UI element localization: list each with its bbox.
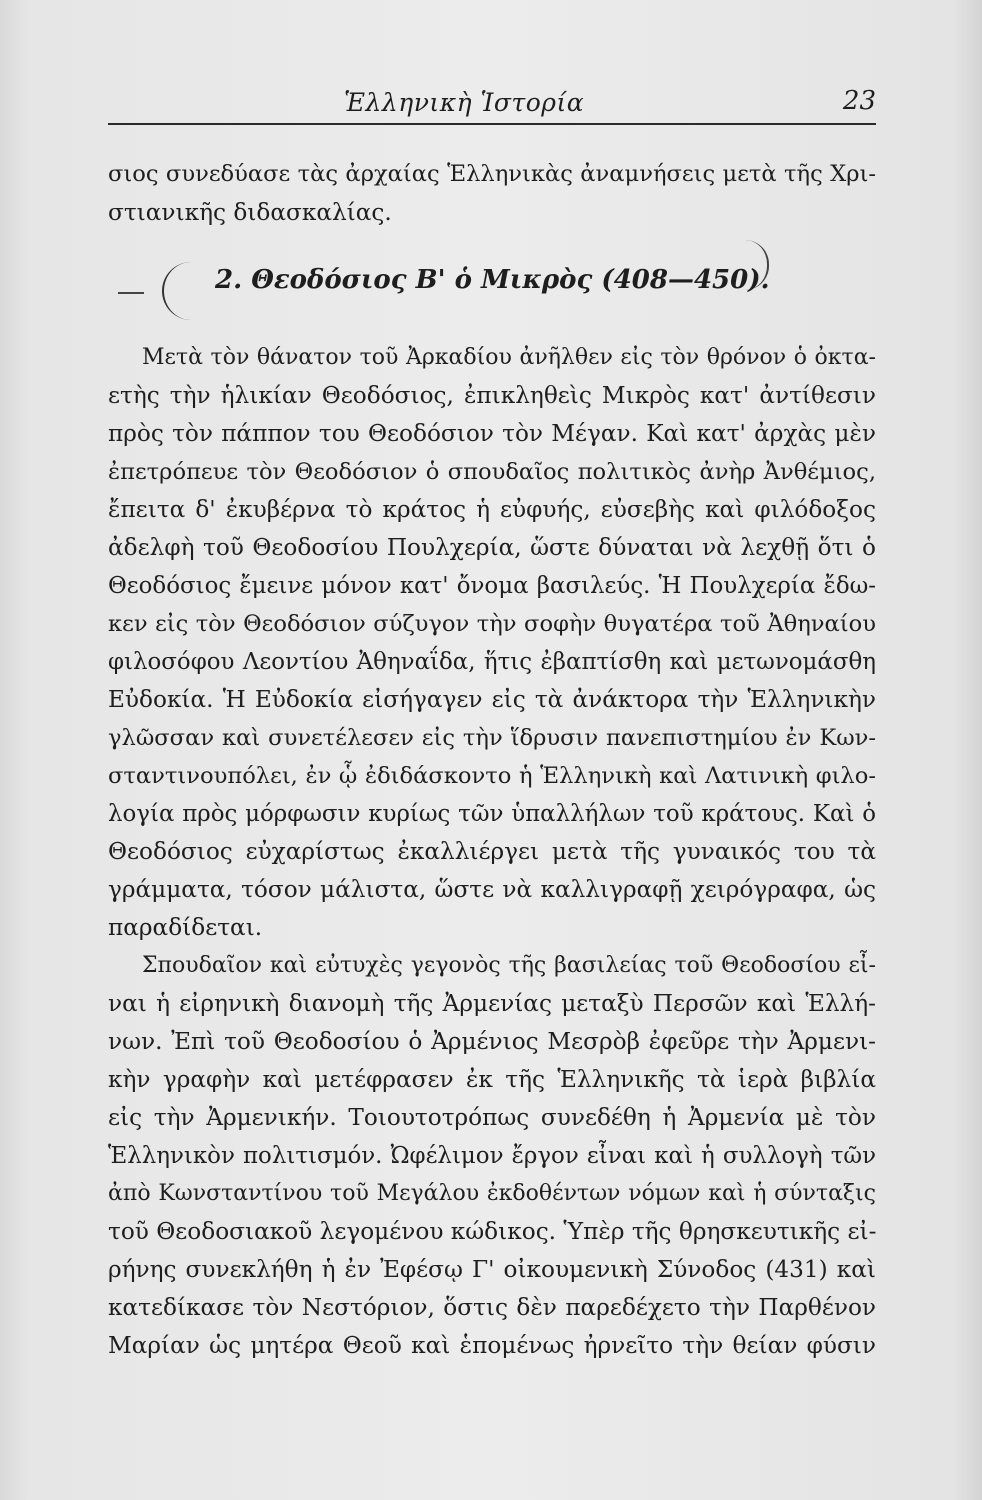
text-line: τοῦ Θεοδοσιακοῦ λεγομένου κώδικος. Ὑπὲρ τῆς θρησκευτικῆς εἰ- bbox=[108, 1218, 877, 1245]
text-line: Μετὰ τὸν θάνατον τοῦ Ἀρκαδίου ἀνῆλθεν εἰς τὸν θρόνον ὁ ὀκτα- bbox=[142, 345, 876, 370]
text-line: Σπουδαῖον καὶ εὐτυχὲς γεγονὸς τῆς βασιλείας τοῦ Θεοδοσίου εἶ- bbox=[142, 953, 876, 978]
text-line: Ἑλληνικὸν πολιτισμόν. Ὠφέλιμον ἔργον εἶναι καὶ ἡ συλλογὴ τῶν bbox=[108, 1143, 876, 1169]
running-title: Ἑλληνικὴ Ἱστορία bbox=[344, 88, 585, 117]
text-line: λογία πρὸς μόρφωσιν κυρίως τῶν ὑπαλλήλων τοῦ κράτους. Καὶ ὁ bbox=[108, 801, 876, 827]
header-rule bbox=[108, 123, 876, 125]
text-line: πρὸς τὸν πάππον του Θεοδόσιον τὸν Μέγαν. Καὶ κατ' ἀρχὰς μὲν bbox=[108, 420, 876, 447]
text-line: ἔπειτα δ' ἐκυβέρνα τὸ κράτος ἡ εὐφυής, εὐσεβὴς καὶ φιλόδοξος bbox=[108, 496, 876, 523]
text-line: Θεοδόσιος ἔμεινε μόνον κατ' ὄνομα βασιλεύς. Ἡ Πουλχερία ἔδω- bbox=[108, 573, 876, 599]
text-line: παραδίδεται. bbox=[108, 914, 263, 941]
text-line: κεν εἰς τὸν Θεοδόσιον σύζυγον τὴν σοφὴν θυγατέρα τοῦ Ἀθηναίου bbox=[108, 611, 876, 637]
page-number: 23 bbox=[842, 86, 876, 116]
text-line: εἰς τὴν Ἀρμενικήν. Τοιουτοτρόπως συνεδέθη ἡ Ἀρμενία μὲ τὸν bbox=[108, 1104, 876, 1131]
text-line: ἀπὸ Κωνσταντίνου τοῦ Μεγάλου ἐκδοθέντων νόμων καὶ ἡ σύνταξις bbox=[108, 1181, 876, 1206]
text-line: σιος συνεδύασε τὰς ἀρχαίας Ἑλληνικὰς ἀναμνήσεις μετὰ τῆς Χρι- bbox=[108, 161, 876, 187]
text-line: Θεοδόσιος εὐχαρίστως ἐκαλλιέργει μετὰ τῆς γυναικός του τὰ bbox=[108, 838, 876, 865]
running-header bbox=[108, 80, 876, 120]
text-line: γράμματα, τόσον μάλιστα, ὥστε νὰ καλλιγραφῇ χειρόγραφα, ὡς bbox=[108, 876, 876, 903]
text-line: κὴν γραφὴν καὶ μετέφρασεν ἐκ τῆς Ἑλληνικῆς τὰ ἱερὰ βιβλία bbox=[108, 1066, 876, 1093]
text-line: ναι ἡ εἰρηνικὴ διανομὴ τῆς Ἀρμενίας μεταξὺ Περσῶν καὶ Ἑλλή- bbox=[108, 990, 876, 1017]
text-line: ετὴς τὴν ἡλικίαν Θεοδόσιος, ἐπικληθεὶς Μικρὸς κατ' ἀντίθεσιν bbox=[108, 382, 876, 409]
pencil-mark bbox=[118, 292, 144, 294]
text-line: ρήνης συνεκλήθη ἡ ἐν Ἐφέσῳ Γ' οἰκουμενικὴ Σύνοδος (431) καὶ bbox=[108, 1256, 876, 1283]
text-line: σταντινουπόλει, ἐν ᾧ ἐδιδάσκοντο ἡ Ἑλληνικὴ καὶ Λατινικὴ φιλο- bbox=[108, 763, 876, 789]
text-line: νων. Ἐπὶ τοῦ Θεοδοσίου ὁ Ἀρμένιος Μεσρὸβ ἐφεῦρε τὴν Ἀρμενι- bbox=[108, 1028, 876, 1055]
section-heading: 2. Θεοδόσιος Β' ὁ Μικρὸς (408—450). bbox=[215, 265, 770, 295]
text-line: φιλοσόφου Λεοντίου Ἀθηναΐδα, ἥτις ἐβαπτίσθη καὶ μετωνομάσθη bbox=[108, 649, 876, 675]
text-line: ἀδελφὴ τοῦ Θεοδοσίου Πουλχερία, ὥστε δύναται νὰ λεχθῇ ὅτι ὁ bbox=[108, 534, 876, 561]
text-line: ἐπετρόπευε τὸν Θεοδόσιον ὁ σπουδαῖος πολιτικὸς ἀνὴρ Ἀνθέμιος, bbox=[108, 459, 876, 485]
text-line: στιανικῆς διδασκαλίας. bbox=[108, 199, 392, 226]
text-line: γλῶσσαν καὶ συνετέλεσεν εἰς τὴν ἵδρυσιν πανεπιστημίου ἐν Κων- bbox=[108, 725, 876, 751]
text-line: Μαρίαν ὡς μητέρα Θεοῦ καὶ ἑπομένως ἠρνεῖτο τὴν θείαν φύσιν bbox=[108, 1332, 876, 1359]
text-line: Εὐδοκία. Ἡ Εὐδοκία εἰσήγαγεν εἰς τὰ ἀνάκτορα τὴν Ἑλληνικὴν bbox=[108, 686, 876, 713]
pencil-bracket-left bbox=[162, 262, 194, 320]
text-line: κατεδίκασε τὸν Νεστόριον, ὅστις δὲν παρεδέχετο τὴν Παρθένον bbox=[108, 1294, 876, 1321]
